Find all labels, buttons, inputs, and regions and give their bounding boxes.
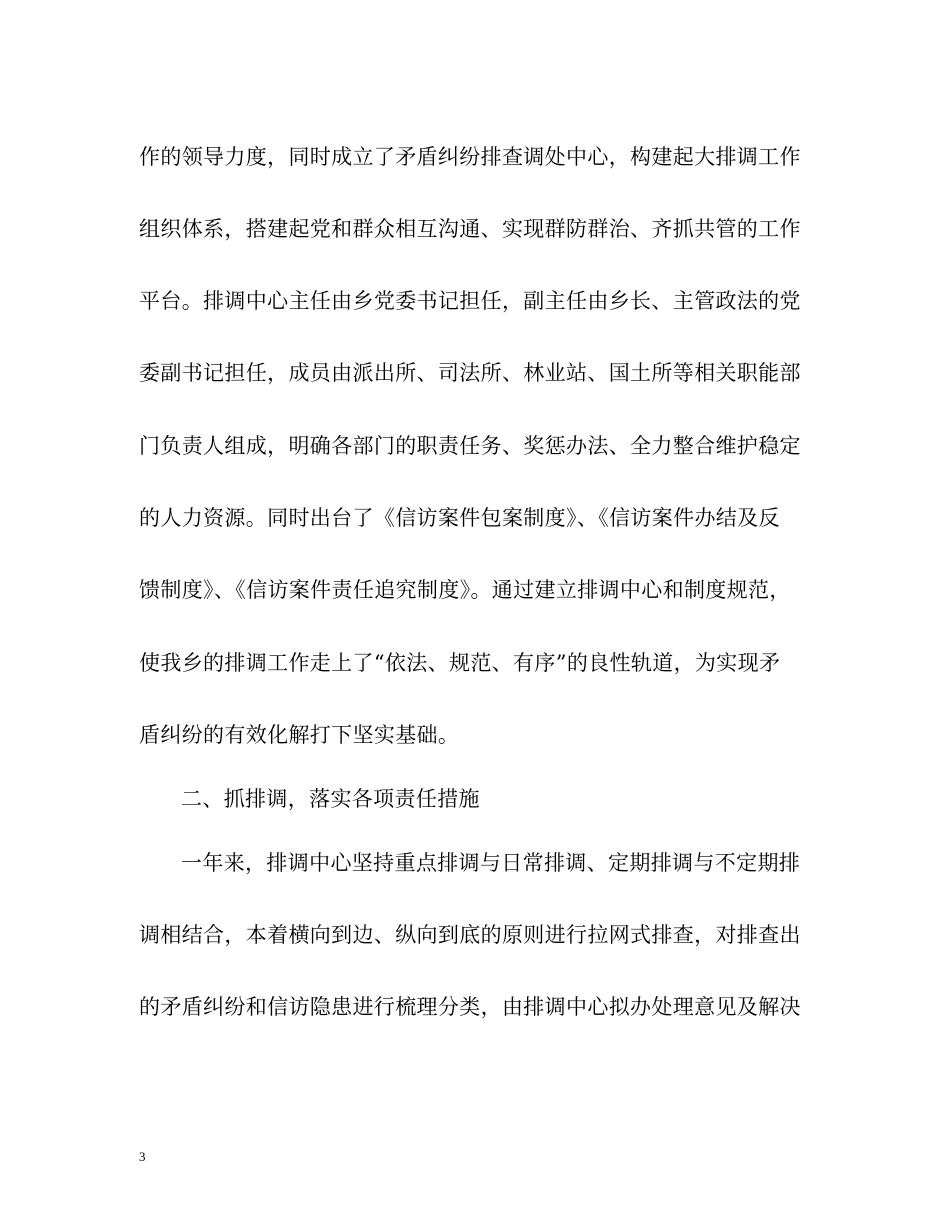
body-text-line: 一年来，排调中心坚持重点排调与日常排调、定期排调与不定期排 [181, 851, 801, 875]
body-text-line: 委副书记担任，成员由派出所、司法所、林业站、国土所等相关职能部 [139, 361, 801, 385]
body-text-line: 的矛盾纠纷和信访隐患进行梳理分类，由排调中心拟办处理意见及解决 [139, 995, 801, 1019]
page-number: 3 [139, 1149, 146, 1164]
body-text-line: 组织体系，搭建起党和群众相互沟通、实现群防群治、齐抓共管的工作 [139, 217, 801, 241]
body-text-line: 馈制度》、《信访案件责任追究制度》。通过建立排调中心和制度规范， [139, 578, 791, 602]
body-text-line: 平台。排调中心主任由乡党委书记担任，副主任由乡长、主管政法的党 [139, 289, 801, 313]
body-text-line: 调相结合，本着横向到边、纵向到底的原则进行拉网式排查，对排查出 [139, 923, 801, 947]
body-text-line: 盾纠纷的有效化解打下坚实基础。 [139, 723, 460, 747]
body-text-line: 使我乡的排调工作走上了“依法、规范、有序”的良性轨道，为实现矛 [139, 651, 781, 675]
body-text-line: 作的领导力度，同时成立了矛盾纠纷排查调处中心，构建起大排调工作 [139, 145, 801, 169]
body-text-line: 门负责人组成，明确各部门的职责任务、奖惩办法、全力整合维护稳定 [139, 434, 801, 458]
body-text-line: 的人力资源。同时出台了《信访案件包案制度》、《信访案件办结及反 [139, 506, 780, 530]
section-heading: 二、抓排调，落实各项责任措施 [181, 787, 480, 811]
